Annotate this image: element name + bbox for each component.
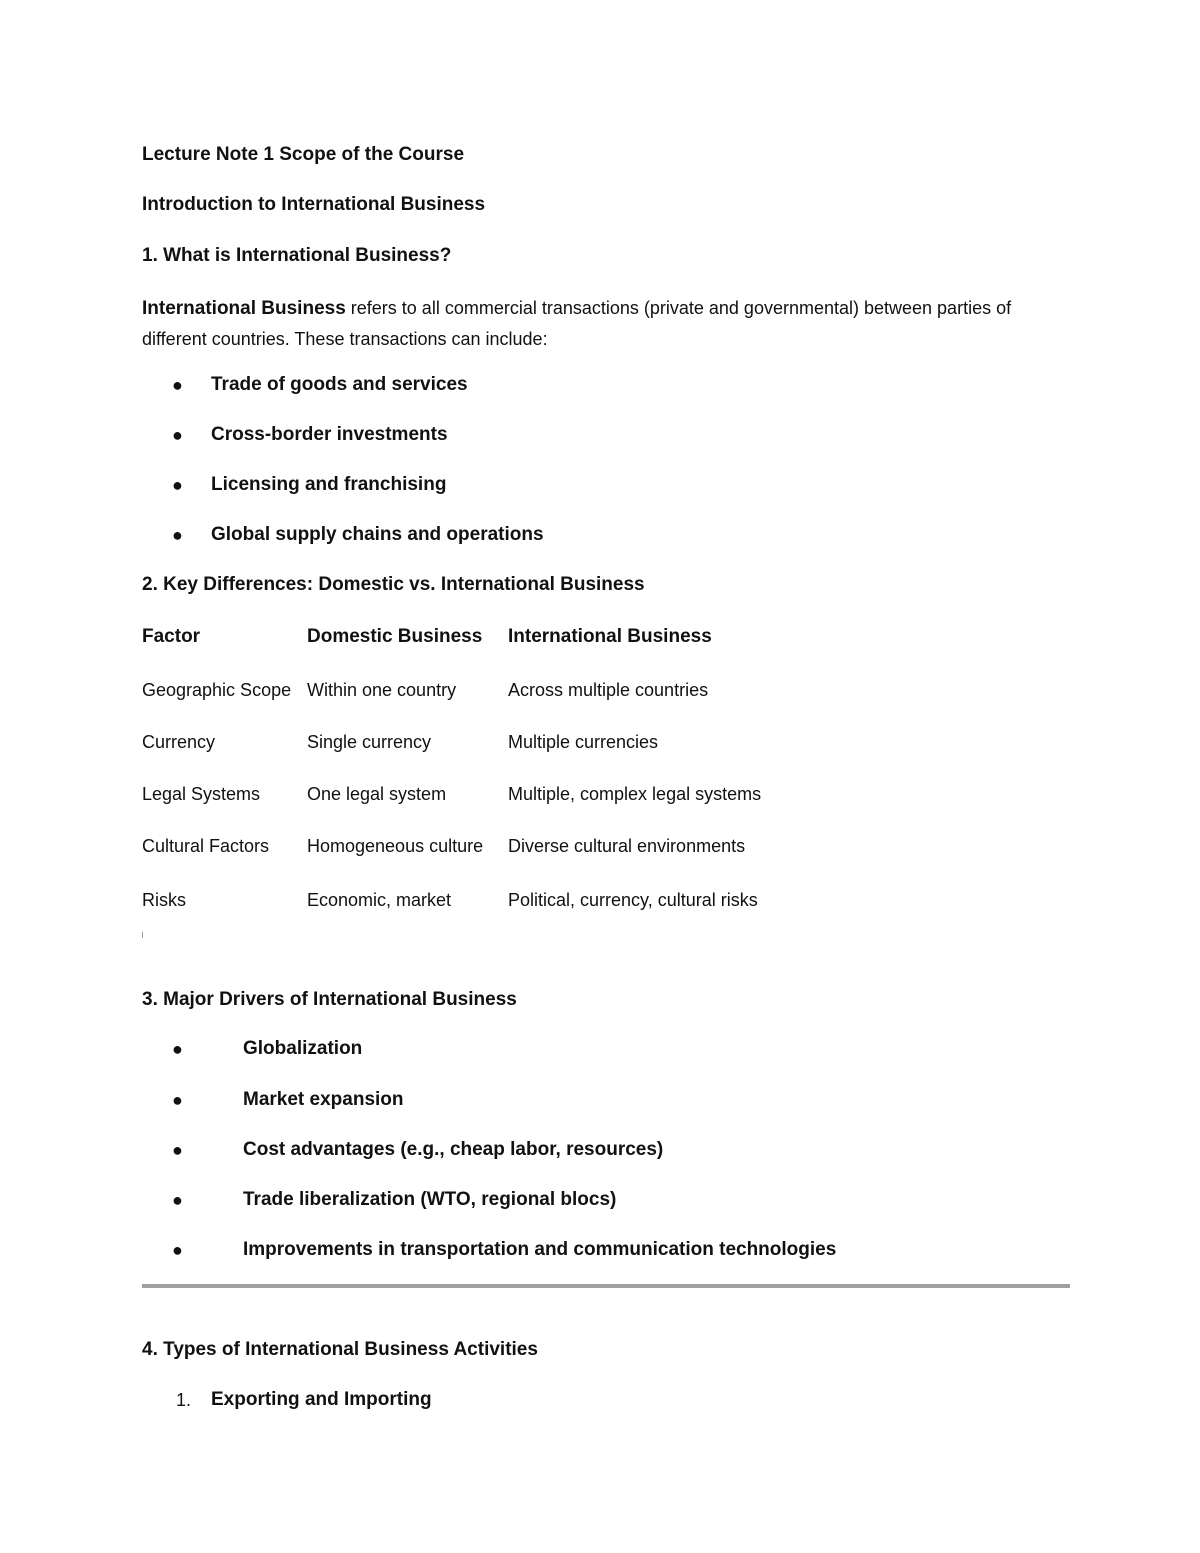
bullet-dot-icon: ● xyxy=(172,475,183,495)
section-1-paragraph xyxy=(142,293,1062,354)
section-3-heading: 3. Major Drivers of International Business xyxy=(142,989,517,1010)
bullet-dot-icon: ● xyxy=(172,1190,183,1210)
paragraph-mark xyxy=(142,932,143,938)
list-item: Licensing and franchising xyxy=(211,474,447,495)
bullet-dot-icon: ● xyxy=(172,425,183,445)
list-item: Trade of goods and services xyxy=(211,374,468,395)
bullet-dot-icon: ● xyxy=(172,1240,183,1260)
table-cell: Currency xyxy=(142,732,216,752)
section-1-heading: 1. What is International Business? xyxy=(142,245,452,266)
document-title: Lecture Note 1 Scope of the Course xyxy=(142,144,465,165)
table-cell: Within one country xyxy=(307,680,457,700)
table-cell: Political, currency, cultural risks xyxy=(508,890,758,910)
table-cell: Multiple currencies xyxy=(508,732,659,752)
table-cell: Multiple, complex legal systems xyxy=(508,784,762,804)
definition-term: International Business xyxy=(142,298,346,319)
bullet-dot-icon: ● xyxy=(172,375,183,395)
table-cell: Legal Systems xyxy=(142,784,261,804)
list-item: Cost advantages (e.g., cheap labor, resources) xyxy=(243,1139,664,1160)
table-cell: Single currency xyxy=(307,732,432,752)
numbered-list-item: Exporting and Importing xyxy=(211,1389,432,1410)
list-item: Cross-border investments xyxy=(211,424,448,445)
table-cell: Across multiple countries xyxy=(508,680,709,700)
list-number: 1. xyxy=(176,1390,192,1410)
list-item: Improvements in transportation and communication technologies xyxy=(243,1239,837,1260)
bullet-dot-icon: ● xyxy=(172,1039,183,1059)
table-header-cell: Domestic Business xyxy=(307,626,483,647)
table-cell: One legal system xyxy=(307,784,447,804)
list-item: Market expansion xyxy=(243,1089,404,1110)
table-cell: Economic, market xyxy=(307,890,452,910)
table-cell: Diverse cultural environments xyxy=(508,836,746,856)
table-cell: Homogeneous culture xyxy=(307,836,484,856)
horizontal-rule xyxy=(142,1284,1070,1288)
list-item: Global supply chains and operations xyxy=(211,524,544,545)
definition-text: refers to all commercial transactions (private and governmental) between parties of different countries. These transactions can include: xyxy=(142,298,1012,349)
list-item: Globalization xyxy=(243,1038,363,1059)
table-cell: Cultural Factors xyxy=(142,836,270,856)
list-item: Trade liberalization (WTO, regional blocs) xyxy=(243,1189,617,1210)
table-cell: Geographic Scope xyxy=(142,680,292,700)
table-header-cell: International Business xyxy=(508,626,712,647)
section-2-heading: 2. Key Differences: Domestic vs. International Business xyxy=(142,574,645,595)
table-cell: Risks xyxy=(142,890,186,910)
document-subtitle: Introduction to International Business xyxy=(142,194,486,215)
bullet-dot-icon: ● xyxy=(172,1090,183,1110)
section-4-heading: 4. Types of International Business Activities xyxy=(142,1339,538,1360)
bullet-dot-icon: ● xyxy=(172,525,183,545)
table-header-cell: Factor xyxy=(142,626,201,647)
bullet-dot-icon: ● xyxy=(172,1140,183,1160)
